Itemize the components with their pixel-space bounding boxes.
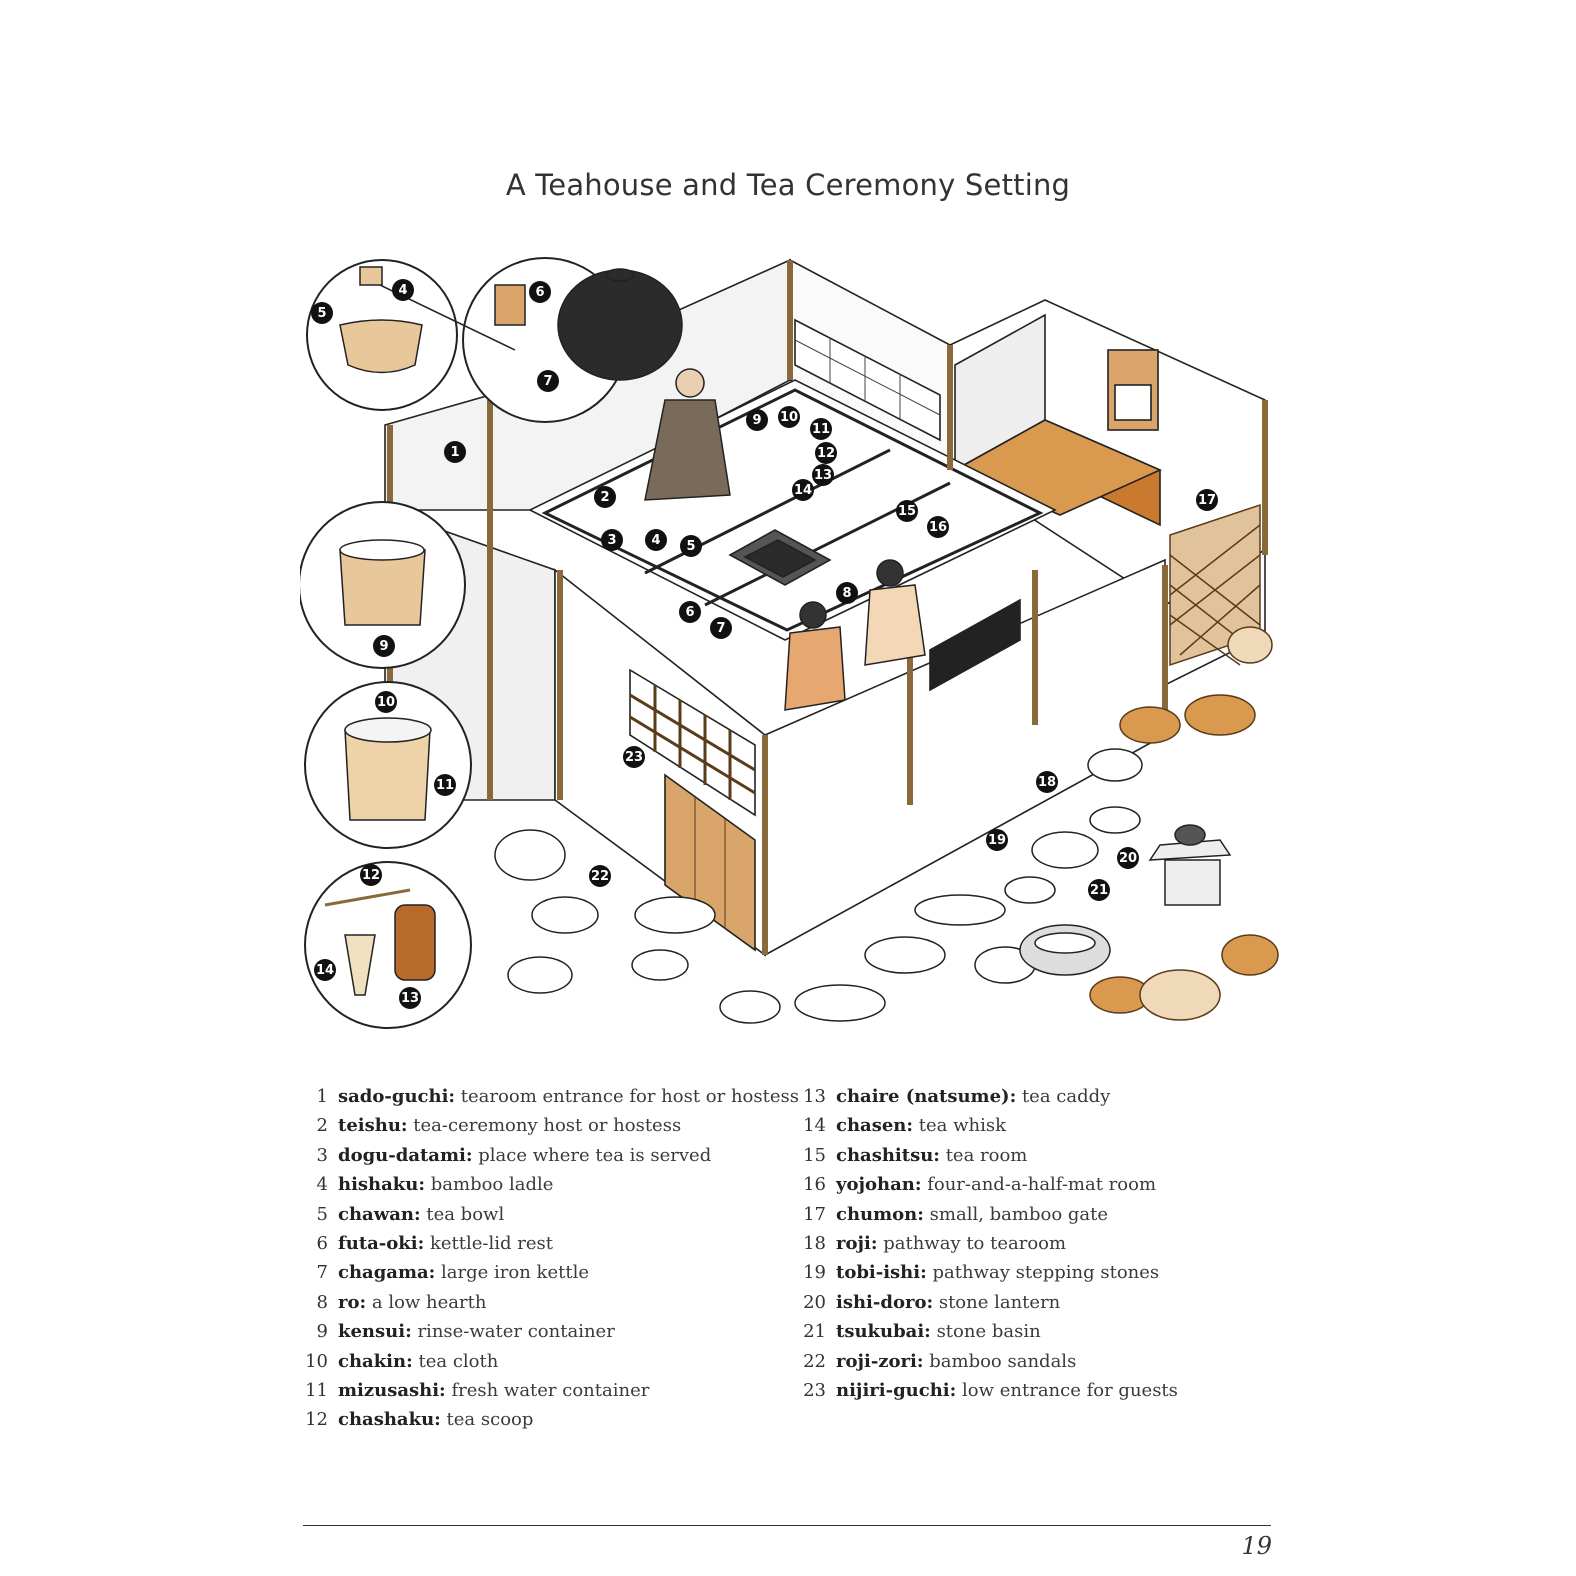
legend-definition: a low hearth <box>371 1291 487 1313</box>
callout-badge-8 <box>836 582 858 604</box>
legend-definition: large iron kettle <box>441 1262 589 1284</box>
legend-number: 6 <box>316 1232 328 1254</box>
callout-badge-17 <box>1196 489 1218 511</box>
callout-badge-18 <box>1036 771 1058 793</box>
svg-text:3: 3 <box>607 533 617 548</box>
callout-badge-1 <box>444 441 466 463</box>
callout-badge-7 <box>710 617 732 639</box>
legend-item <box>800 1347 1178 1376</box>
svg-text:23: 23 <box>624 750 644 765</box>
svg-text:7: 7 <box>543 374 553 389</box>
legend-item <box>302 1111 799 1140</box>
svg-text:8: 8 <box>842 586 852 601</box>
callout-badge-14 <box>314 959 336 981</box>
legend-item <box>302 1405 799 1434</box>
legend-definition: tea cloth <box>418 1350 499 1372</box>
legend-term: tsukubai: <box>836 1321 931 1343</box>
legend-item <box>302 1258 799 1287</box>
legend-item <box>302 1141 799 1170</box>
legend-term: chaire (natsume): <box>836 1086 1017 1107</box>
legend-term: chasen: <box>836 1115 914 1137</box>
callout-badge-22 <box>589 865 611 887</box>
callout-badge-9 <box>746 409 768 431</box>
legend-number: 12 <box>305 1409 328 1431</box>
svg-text:22: 22 <box>590 869 610 884</box>
callout-badge-20 <box>1117 847 1139 869</box>
callout-badge-11 <box>434 774 456 796</box>
legend-term: mizusashi: <box>338 1379 446 1401</box>
svg-text:4: 4 <box>398 283 408 298</box>
legend-number: 16 <box>803 1174 826 1196</box>
legend-item <box>302 1200 799 1229</box>
legend-term: roji-zori: <box>836 1350 924 1372</box>
legend-definition: tearoom entrance for host or hostess <box>460 1086 799 1107</box>
legend-term: teishu: <box>338 1115 408 1137</box>
svg-text:10: 10 <box>376 695 396 710</box>
callout-badge-6 <box>529 281 551 303</box>
callout-badge-2 <box>594 486 616 508</box>
legend-item <box>800 1258 1178 1287</box>
callout-badge-6 <box>679 601 701 623</box>
legend-term: ishi-doro: <box>836 1291 934 1313</box>
legend-number: 14 <box>803 1115 826 1137</box>
svg-text:14: 14 <box>793 483 813 498</box>
svg-text:12: 12 <box>816 446 836 461</box>
teahouse-illustration <box>300 255 1280 1035</box>
svg-text:4: 4 <box>651 533 661 548</box>
legend-item <box>800 1229 1178 1258</box>
svg-text:19: 19 <box>987 833 1007 848</box>
legend-term: dogu-datami: <box>338 1144 473 1166</box>
legend-number: 2 <box>316 1115 328 1137</box>
svg-text:6: 6 <box>535 285 545 300</box>
legend-definition: stone basin <box>936 1321 1041 1343</box>
legend-item <box>302 1288 799 1317</box>
legend-term: ro: <box>338 1291 367 1313</box>
legend-item <box>800 1317 1178 1346</box>
svg-text:11: 11 <box>811 422 831 437</box>
svg-text:9: 9 <box>752 413 762 428</box>
svg-text:21: 21 <box>1089 883 1109 898</box>
legend-definition: bamboo ladle <box>430 1174 554 1196</box>
legend-number: 10 <box>305 1350 328 1372</box>
legend-item <box>302 1317 799 1346</box>
legend-number: 9 <box>316 1321 328 1343</box>
legend-right <box>800 1082 1178 1405</box>
callout-badge-5 <box>680 535 702 557</box>
legend-term: chashitsu: <box>836 1144 940 1166</box>
svg-text:11: 11 <box>435 778 455 793</box>
legend-number: 7 <box>316 1262 328 1284</box>
legend-item <box>800 1376 1178 1405</box>
svg-text:2: 2 <box>600 490 610 505</box>
legend-definition: bamboo sandals <box>929 1350 1077 1372</box>
callout-badge-11 <box>810 418 832 440</box>
legend-definition: four-and-a-half-mat room <box>927 1174 1157 1196</box>
legend-number: 11 <box>305 1379 328 1401</box>
legend-term: chumon: <box>836 1203 924 1225</box>
callout-badge-13 <box>399 987 421 1009</box>
callout-badge-4 <box>645 529 667 551</box>
callout-badge-10 <box>778 406 800 428</box>
legend-item <box>302 1376 799 1405</box>
legend-number: 5 <box>316 1203 328 1225</box>
callout-badge-3 <box>601 529 623 551</box>
legend-item <box>800 1082 1178 1111</box>
callout-badge-15 <box>896 500 918 522</box>
svg-text:16: 16 <box>928 520 948 535</box>
legend-number: 23 <box>803 1379 826 1401</box>
legend-definition: low entrance for guests <box>962 1379 1178 1401</box>
svg-text:18: 18 <box>1037 775 1057 790</box>
svg-text:13: 13 <box>400 991 420 1006</box>
svg-text:20: 20 <box>1118 851 1138 866</box>
legend-number: 1 <box>316 1086 328 1107</box>
svg-text:5: 5 <box>686 539 696 554</box>
callout-badge-4 <box>392 279 414 301</box>
callout-badge-12 <box>815 442 837 464</box>
callout-badge-5 <box>311 302 333 324</box>
legend-number: 21 <box>803 1321 826 1343</box>
legend-item <box>800 1141 1178 1170</box>
legend-definition: tea whisk <box>918 1115 1007 1137</box>
callout-badge-23 <box>623 746 645 768</box>
svg-text:13: 13 <box>813 468 833 483</box>
legend-number: 18 <box>803 1232 826 1254</box>
legend-term: chashaku: <box>338 1409 441 1431</box>
svg-text:9: 9 <box>379 639 389 654</box>
legend-number: 17 <box>803 1203 826 1225</box>
legend-definition: tea scoop <box>446 1409 534 1431</box>
legend-term: sado-guchi: <box>338 1086 456 1107</box>
legend-left <box>302 1082 799 1435</box>
svg-text:1: 1 <box>450 445 460 460</box>
svg-text:12: 12 <box>361 868 381 883</box>
legend-number: 8 <box>316 1291 328 1313</box>
legend-term: chakin: <box>338 1350 413 1372</box>
legend-number: 4 <box>316 1174 328 1196</box>
legend-definition: stone lantern <box>938 1291 1061 1313</box>
callout-badge-10 <box>375 691 397 713</box>
legend-number: 22 <box>803 1350 826 1372</box>
legend-term: chawan: <box>338 1203 421 1225</box>
legend-definition: kettle-lid rest <box>429 1232 553 1254</box>
page-number: 19 <box>1241 1532 1272 1560</box>
legend-item <box>800 1170 1178 1199</box>
page-title: A Teahouse and Tea Ceremony Setting <box>505 168 1071 202</box>
callout-badge-16 <box>927 516 949 538</box>
legend-definition: tea-ceremony host or hostess <box>413 1115 682 1137</box>
legend-term: tobi-ishi: <box>836 1262 927 1284</box>
svg-text:14: 14 <box>315 963 335 978</box>
legend-definition: pathway to tearoom <box>883 1232 1067 1254</box>
svg-text:10: 10 <box>779 410 799 425</box>
callout-badge-14 <box>792 479 814 501</box>
callout-badge-21 <box>1088 879 1110 901</box>
legend-item <box>800 1200 1178 1229</box>
callout-badge-12 <box>360 864 382 886</box>
legend-term: kensui: <box>338 1321 412 1343</box>
legend-number: 20 <box>803 1291 826 1313</box>
legend-item <box>800 1288 1178 1317</box>
legend-definition: tea room <box>945 1144 1028 1166</box>
legend-term: hishaku: <box>338 1174 426 1196</box>
legend-term: futa-oki: <box>338 1232 425 1254</box>
legend-number: 3 <box>316 1144 328 1166</box>
svg-text:5: 5 <box>317 306 327 321</box>
callout-badge-13 <box>812 464 834 486</box>
legend-item <box>302 1170 799 1199</box>
legend-definition: pathway stepping stones <box>932 1262 1160 1284</box>
callout-badge-19 <box>986 829 1008 851</box>
legend-term: yojohan: <box>836 1174 922 1196</box>
svg-text:6: 6 <box>685 605 695 620</box>
legend-item <box>302 1082 799 1111</box>
callout-badge-9 <box>373 635 395 657</box>
legend-item <box>800 1111 1178 1140</box>
legend-definition: tea bowl <box>426 1203 505 1225</box>
svg-text:17: 17 <box>1197 493 1217 508</box>
legend-definition: small, bamboo gate <box>929 1203 1109 1225</box>
svg-text:7: 7 <box>716 621 726 636</box>
legend-term: nijiri-guchi: <box>836 1379 957 1401</box>
legend-definition: place where tea is served <box>478 1144 712 1166</box>
legend-number: 13 <box>803 1086 826 1107</box>
footer-rule <box>303 1525 1271 1526</box>
callout-badge-7 <box>537 370 559 392</box>
legend-item <box>302 1229 799 1258</box>
svg-text:15: 15 <box>897 504 917 519</box>
legend-term: roji: <box>836 1232 878 1254</box>
legend-item <box>302 1347 799 1376</box>
legend-definition: tea caddy <box>1021 1086 1111 1107</box>
legend-number: 15 <box>803 1144 826 1166</box>
legend-definition: fresh water container <box>451 1379 650 1401</box>
legend-term: chagama: <box>338 1262 436 1284</box>
legend-definition: rinse-water container <box>417 1321 615 1343</box>
legend-number: 19 <box>803 1262 826 1284</box>
